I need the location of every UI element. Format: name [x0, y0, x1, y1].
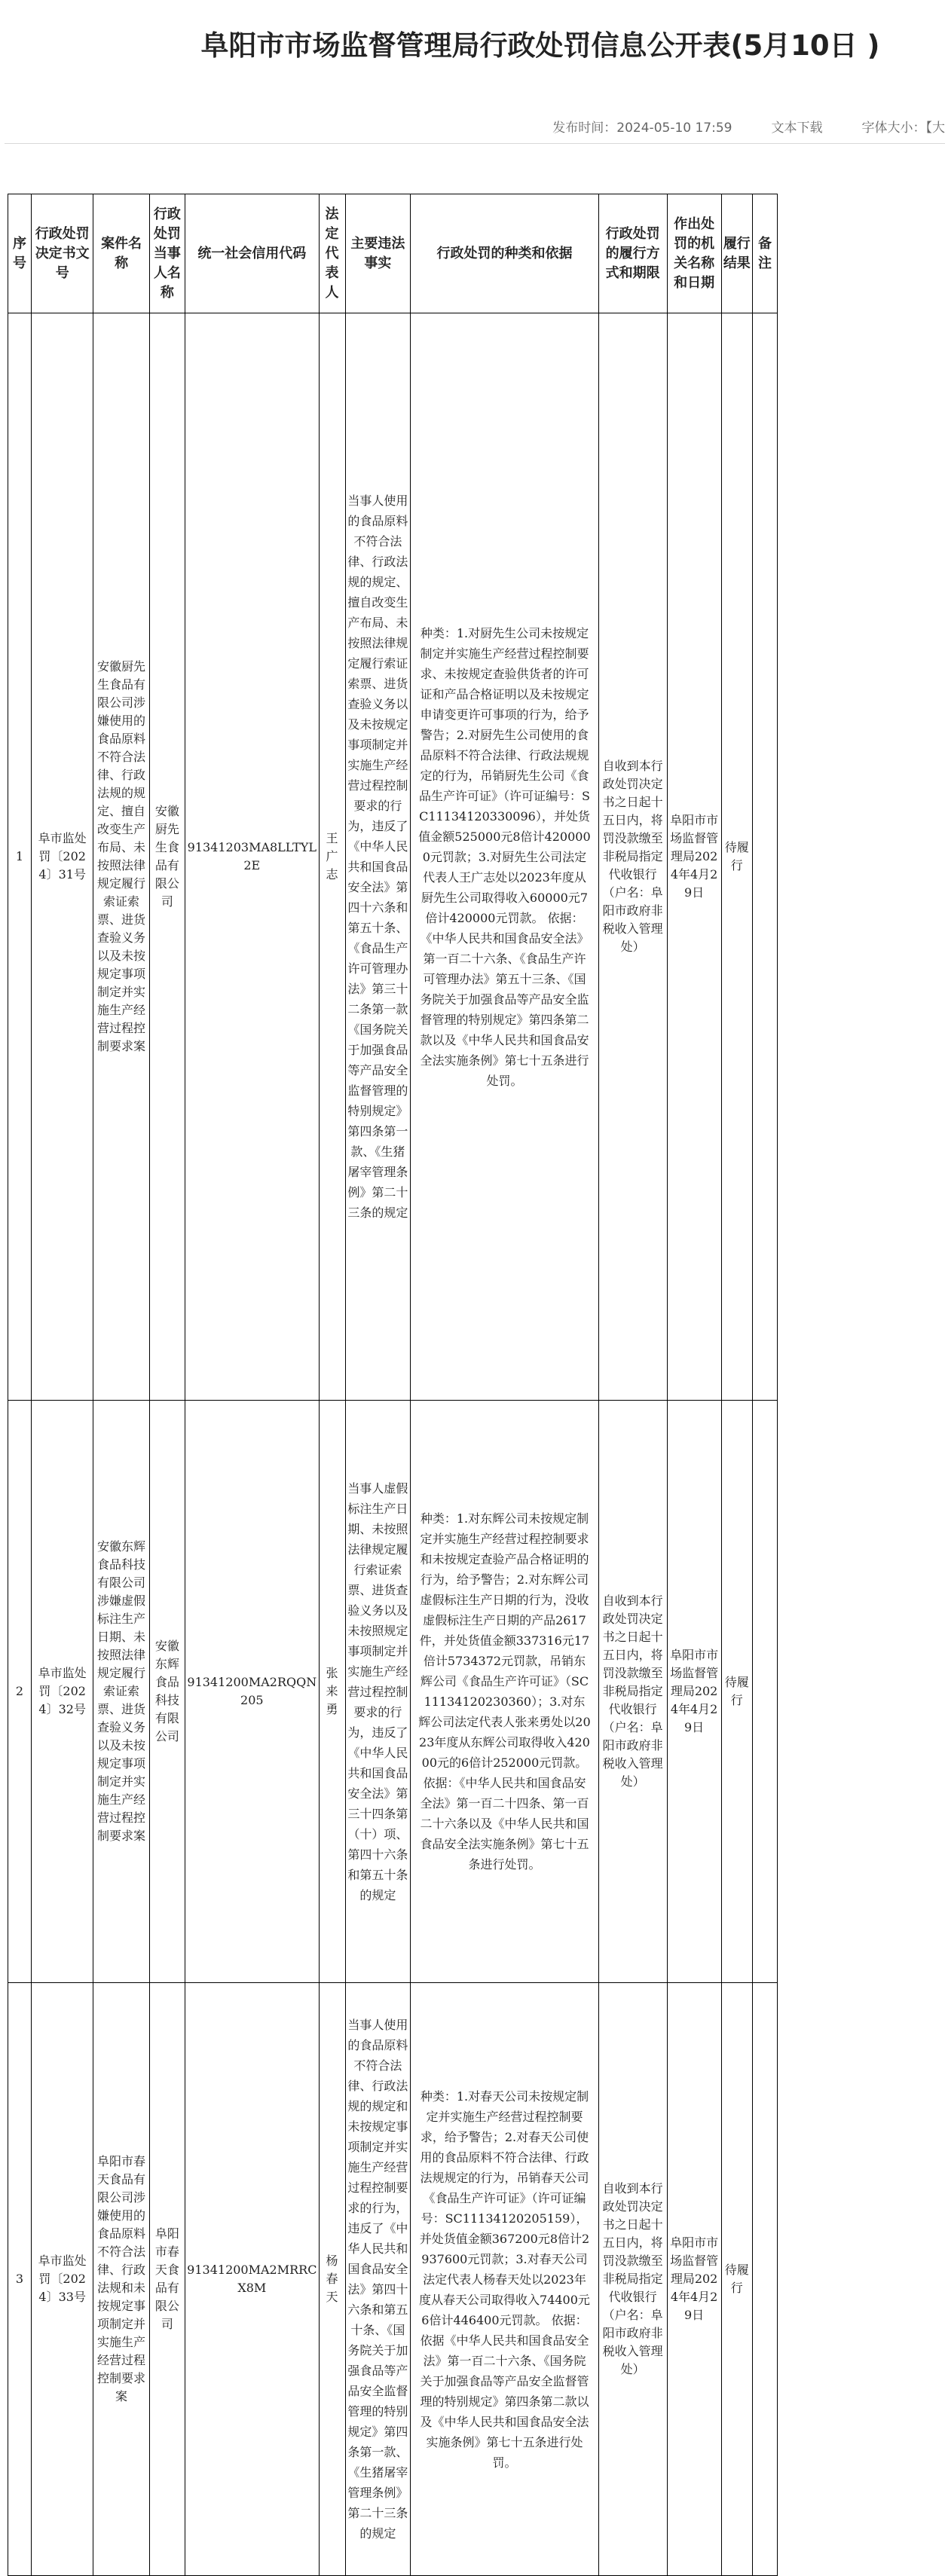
download-link[interactable]: 文本下载 — [772, 117, 823, 136]
cell-seq: 3 — [8, 1983, 32, 2576]
cell-party: 安徽东辉食品科技有限公司 — [149, 1401, 185, 1983]
cell-doc-no: 阜市监处罚〔2024〕32号 — [31, 1401, 93, 1983]
cell-result: 待履行 — [721, 1401, 752, 1983]
table-header-row — [8, 194, 778, 313]
cell-note — [752, 1983, 777, 2576]
font-size-control[interactable]: 字体大小：【大 — [862, 117, 945, 136]
cell-facts: 当事人使用的食品原料不符合法律、行政法规的规定、擅自改变生产布局、未按照法律规定履行索证索票、进货查验义务以及未按规定事项制定并实施生产经营过程控制要求的行为，违反了《中华人民共和国食品安全法》第四十六条和第五十条、《食品生产许可管理办法》第三十二条第一款《国务院关于加强食品等产品安全监督管理的特别规定》第四条第一款、《生猪屠宰管理条例》第二十三条的规定 — [345, 313, 411, 1401]
cell-credit-code: 91341200MA2RQQN205 — [185, 1401, 319, 1983]
cell-note — [752, 313, 777, 1401]
header-result: 履行结果 — [721, 194, 752, 313]
header-seq: 序号 — [8, 194, 32, 313]
header-party: 行政处罚当事人名称 — [149, 194, 185, 313]
cell-legal-rep: 王广志 — [319, 313, 345, 1401]
cell-facts: 当事人使用的食品原料不符合法律、行政法规的规定和未按规定事项制定并实施生产经营过程控制要求的行为，违反了《中华人民共和国食品安全法》第四十六条和第五十条、《国务院关于加强食品等产品安全监督管理的特别规定》第四条第一款、《生猪屠宰管理条例》第二十三条的规定 — [345, 1983, 411, 2576]
cell-party: 阜阳市春天食品有限公司 — [149, 1983, 185, 2576]
cell-type-basis: 种类：1.对春天公司未按规定制定并实施生产经营过程控制要求，给予警告；2.对春天公司使用的食品原料不符合法律、行政法规规定的行为，吊销春天公司《食品生产许可证》（许可证编号：SC11134120205159），并处货值金额367200元8倍计2937600元罚款；3.对春天公司法定代表人杨春天处以2023年度从春天公司取得收入74400元6倍计446400元罚款。 依据：依据《中华人民共和国食品安全法》第一百二十六条、《国务院关于加强食品等产品安全监督管理的特别规定》第四条第二款以及《中华人民共和国食品安全法实施条例》第七十五条进行处罚。 — [411, 1983, 599, 2576]
cell-case-name: 安徽厨先生食品有限公司涉嫌使用的食品原料不符合法律、行政法规的规定、擅自改变生产布局、未按照法律规定履行索证索票、进货查验义务以及未按规定事项制定并实施生产经营过程控制要求案 — [93, 313, 149, 1401]
cell-doc-no: 阜市监处罚〔2024〕31号 — [31, 313, 93, 1401]
header-credit-code: 统一社会信用代码 — [185, 194, 319, 313]
header-authority: 作出处罚的机关名称和日期 — [667, 194, 721, 313]
cell-credit-code: 91341203MA8LLTYL2E — [185, 313, 319, 1401]
header-case-name: 案件名称 — [93, 194, 149, 313]
header-facts: 主要违法事实 — [345, 194, 411, 313]
cell-case-name: 安徽东辉食品科技有限公司涉嫌虚假标注生产日期、未按照法律规定履行索证索票、进货查验义务以及未按规定事项制定并实施生产经营过程控制要求案 — [93, 1401, 149, 1983]
cell-legal-rep: 张来勇 — [319, 1401, 345, 1983]
cell-note — [752, 1401, 777, 1983]
divider — [5, 143, 945, 144]
cell-case-name: 阜阳市春天食品有限公司涉嫌使用的食品原料不符合法律、行政法规和未按规定事项制定并实施生产经营过程控制要求案 — [93, 1983, 149, 2576]
cell-legal-rep: 杨春天 — [319, 1983, 345, 2576]
cell-type-basis: 种类：1.对厨先生公司未按规定制定并实施生产经营过程控制要求、未按规定查验供货者的许可证和产品合格证明以及未按规定申请变更许可事项的行为，给予警告；2.对厨先生公司使用的食品原料不符合法律、行政法规规定的行为，吊销厨先生公司《食品生产许可证》（许可证编号：SC11134120330096），并处货值金额525000元8倍计4200000元罚款；3.对厨先生公司法定代表人王广志处以2023年度从厨先生公司取得收入60000元7倍计420000元罚款。 依据：《中华人民共和国食品安全法》第一百二十六条、《食品生产许可管理办法》第五十三条、《国务院关于加强食品等产品安全监督管理的特别规定》第四条第二款以及《中华人民共和国食品安全法实施条例》第七十五条进行处罚。 — [411, 313, 599, 1401]
cell-credit-code: 91341200MA2MRRCX8M — [185, 1983, 319, 2576]
cell-authority: 阜阳市市场监督管理局2024年4月29日 — [667, 313, 721, 1401]
page-title: 阜阳市市场监督管理局行政处罚信息公开表(5月10日 ) — [0, 23, 945, 63]
cell-authority: 阜阳市市场监督管理局2024年4月29日 — [667, 1983, 721, 2576]
publish-time: 发布时间：2024-05-10 17:59 — [552, 117, 732, 136]
cell-method: 自收到本行政处罚决定书之日起十五日内，将罚没款缴至非税局指定代收银行（户名：阜阳市政府非税收入管理处） — [598, 1401, 667, 1983]
header-legal-rep: 法定代表人 — [319, 194, 345, 313]
penalty-table — [8, 194, 778, 2576]
cell-doc-no: 阜市监处罚〔2024〕33号 — [31, 1983, 93, 2576]
cell-seq: 2 — [8, 1401, 32, 1983]
table-row — [8, 1401, 778, 1983]
cell-authority: 阜阳市市场监督管理局2024年4月29日 — [667, 1401, 721, 1983]
header-method: 行政处罚的履行方式和期限 — [598, 194, 667, 313]
meta-bar — [552, 113, 945, 139]
table-row — [8, 313, 778, 1401]
cell-type-basis: 种类：1.对东辉公司未按规定制定并实施生产经营过程控制要求和未按规定查验产品合格证明的行为，给予警告；2.对东辉公司虚假标注生产日期的行为，没收虚假标注生产日期的产品2617件，并处货值金额337316元17倍计5734372元罚款，吊销东辉公司《食品生产许可证》（SC11134120230360）；3.对东辉公司法定代表人张来勇处以2023年度从东辉公司取得收入42000元的6倍计252000元罚款。 依据：《中华人民共和国食品安全法》第一百二十四条、第一百二十六条以及《中华人民共和国食品安全法实施条例》第七十五条进行处罚。 — [411, 1401, 599, 1983]
cell-facts: 当事人虚假标注生产日期、未按照法律规定履行索证索票、进货查验义务以及未按照规定事项制定并实施生产经营过程控制要求的行为，违反了《中华人民共和国食品安全法》第三十四条第（十）项、第四十六条和第五十条的规定 — [345, 1401, 411, 1983]
header-doc-no: 行政处罚决定书文号 — [31, 194, 93, 313]
cell-seq: 1 — [8, 313, 32, 1401]
cell-party: 安徽厨先生食品有限公司 — [149, 313, 185, 1401]
cell-result: 待履行 — [721, 313, 752, 1401]
table-row — [8, 1983, 778, 2576]
cell-result: 待履行 — [721, 1983, 752, 2576]
cell-method: 自收到本行政处罚决定书之日起十五日内，将罚没款缴至非税局指定代收银行（户名：阜阳市政府非税收入管理处） — [598, 313, 667, 1401]
header-type-basis: 行政处罚的种类和依据 — [411, 194, 599, 313]
header-note: 备注 — [752, 194, 777, 313]
cell-method: 自收到本行政处罚决定书之日起十五日内，将罚没款缴至非税局指定代收银行（户名：阜阳市政府非税收入管理处） — [598, 1983, 667, 2576]
